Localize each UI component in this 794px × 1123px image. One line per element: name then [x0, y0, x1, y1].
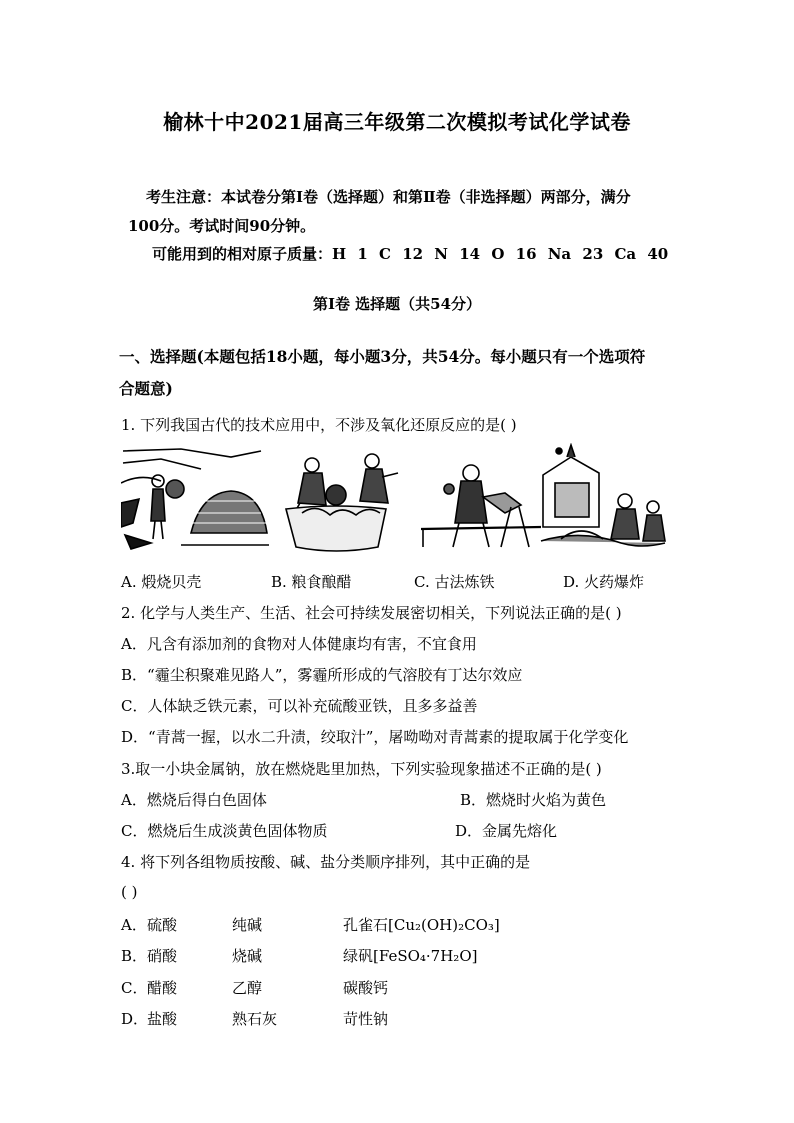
question-2-stem: 2. 化学与人类生产、生活、社会可持续发展密切相关，下列说法正确的是( ) [121, 604, 622, 622]
q4-row-a-salt [343, 914, 500, 935]
atomic-mass-line: 可能用到的相对原子质量：H 1 C 12 N 14 O 16 Na 23 Ca 40 [152, 245, 669, 263]
q4-row-b-salt [343, 945, 477, 966]
q4-row-c-label: C． [121, 979, 148, 997]
q4-row-b-salt-formula: [FeSO₄·7H₂O] [373, 947, 478, 965]
question-1-option-c: C. 古法炼铁 [414, 573, 495, 591]
illustration-calcining-shells [121, 445, 269, 549]
notice-line-1: 考生注意：本试卷分第Ⅰ卷（选择题）和第Ⅱ卷（非选择题）两部分，满分 [146, 188, 631, 206]
question-4-stem: 4. 将下列各组物质按酸、碱、盐分类顺序排列，其中正确的是 [121, 853, 531, 871]
illustration-brewing-vinegar [286, 454, 398, 551]
part-heading-line-1: 一、选择题(本题包括18小题，每小题3分，共54分。每小题只有一个选项符 [119, 347, 646, 366]
q4-row-b-base: 烧碱 [232, 947, 263, 965]
q4-row-b-acid: 硝酸 [147, 947, 178, 965]
exam-title: 榆林十中2021届高三年级第二次模拟考试化学试卷 [163, 110, 631, 134]
question-1-illustrations [121, 443, 666, 555]
q4-row-a-label: A． [121, 916, 147, 934]
q4-row-c-salt: 碳酸钙 [343, 979, 389, 997]
q4-row-d-base: 熟石灰 [232, 1010, 278, 1028]
illustration-iron-smelting [421, 465, 541, 547]
notice-line-2: 100分。考试时间90分钟。 [128, 217, 316, 235]
q4-row-d-label: D． [121, 1010, 149, 1028]
q4-row-b-salt-name: 绿矾 [343, 947, 374, 965]
q4-row-b-label: B． [121, 947, 148, 965]
q4-row-a-salt-formula: [Cu₂(OH)₂CO₃] [388, 916, 500, 934]
q4-row-a-salt-name: 孔雀石 [343, 916, 389, 934]
q4-row-c-base: 乙醇 [232, 979, 263, 997]
question-2-option-a: A．凡含有添加剂的食物对人体健康均有害，不宜食用 [121, 635, 477, 653]
section-title: 第Ⅰ卷 选择题（共54分） [312, 295, 482, 313]
question-3-option-b: B．燃烧时火焰为黄色 [460, 791, 607, 809]
question-1-stem: 1. 下列我国古代的技术应用中，不涉及氧化还原反应的是( ) [121, 416, 517, 434]
q4-row-a-base: 纯碱 [232, 916, 263, 934]
question-3-option-c: C．燃烧后生成淡黄色固体物质 [121, 822, 328, 840]
question-3-stem: 3.取一小块金属钠，放在燃烧匙里加热，下列实验现象描述不正确的是( ) [121, 760, 602, 778]
question-2-option-b: B．“霾尘积聚难见路人”，雾霾所形成的气溶胶有丁达尔效应 [121, 666, 523, 684]
q4-row-d-acid: 盐酸 [147, 1010, 178, 1028]
question-2-option-d: D．“青蒿一握，以水二升渍，绞取汁”，屠呦呦对青蒿素的提取属于化学变化 [121, 728, 629, 746]
question-3-option-d: D．金属先熔化 [455, 822, 558, 840]
question-1-option-b: B. 粮食酿醋 [271, 573, 352, 591]
question-1-option-d: D. 火药爆炸 [563, 573, 645, 591]
q4-row-c-acid: 醋酸 [147, 979, 178, 997]
question-3-option-a: A．燃烧后得白色固体 [121, 791, 267, 809]
question-4-stem-bracket: ( ) [121, 883, 138, 901]
part-heading-line-2: 合题意) [119, 379, 173, 398]
question-2-option-c: C．人体缺乏铁元素，可以补充硫酸亚铁，且多多益善 [121, 697, 478, 715]
q4-row-a-acid: 硫酸 [147, 916, 178, 934]
q4-row-d-salt: 苛性钠 [343, 1010, 389, 1028]
question-1-option-a: A. 煅烧贝壳 [121, 573, 202, 591]
illustration-gunpowder [541, 445, 665, 546]
